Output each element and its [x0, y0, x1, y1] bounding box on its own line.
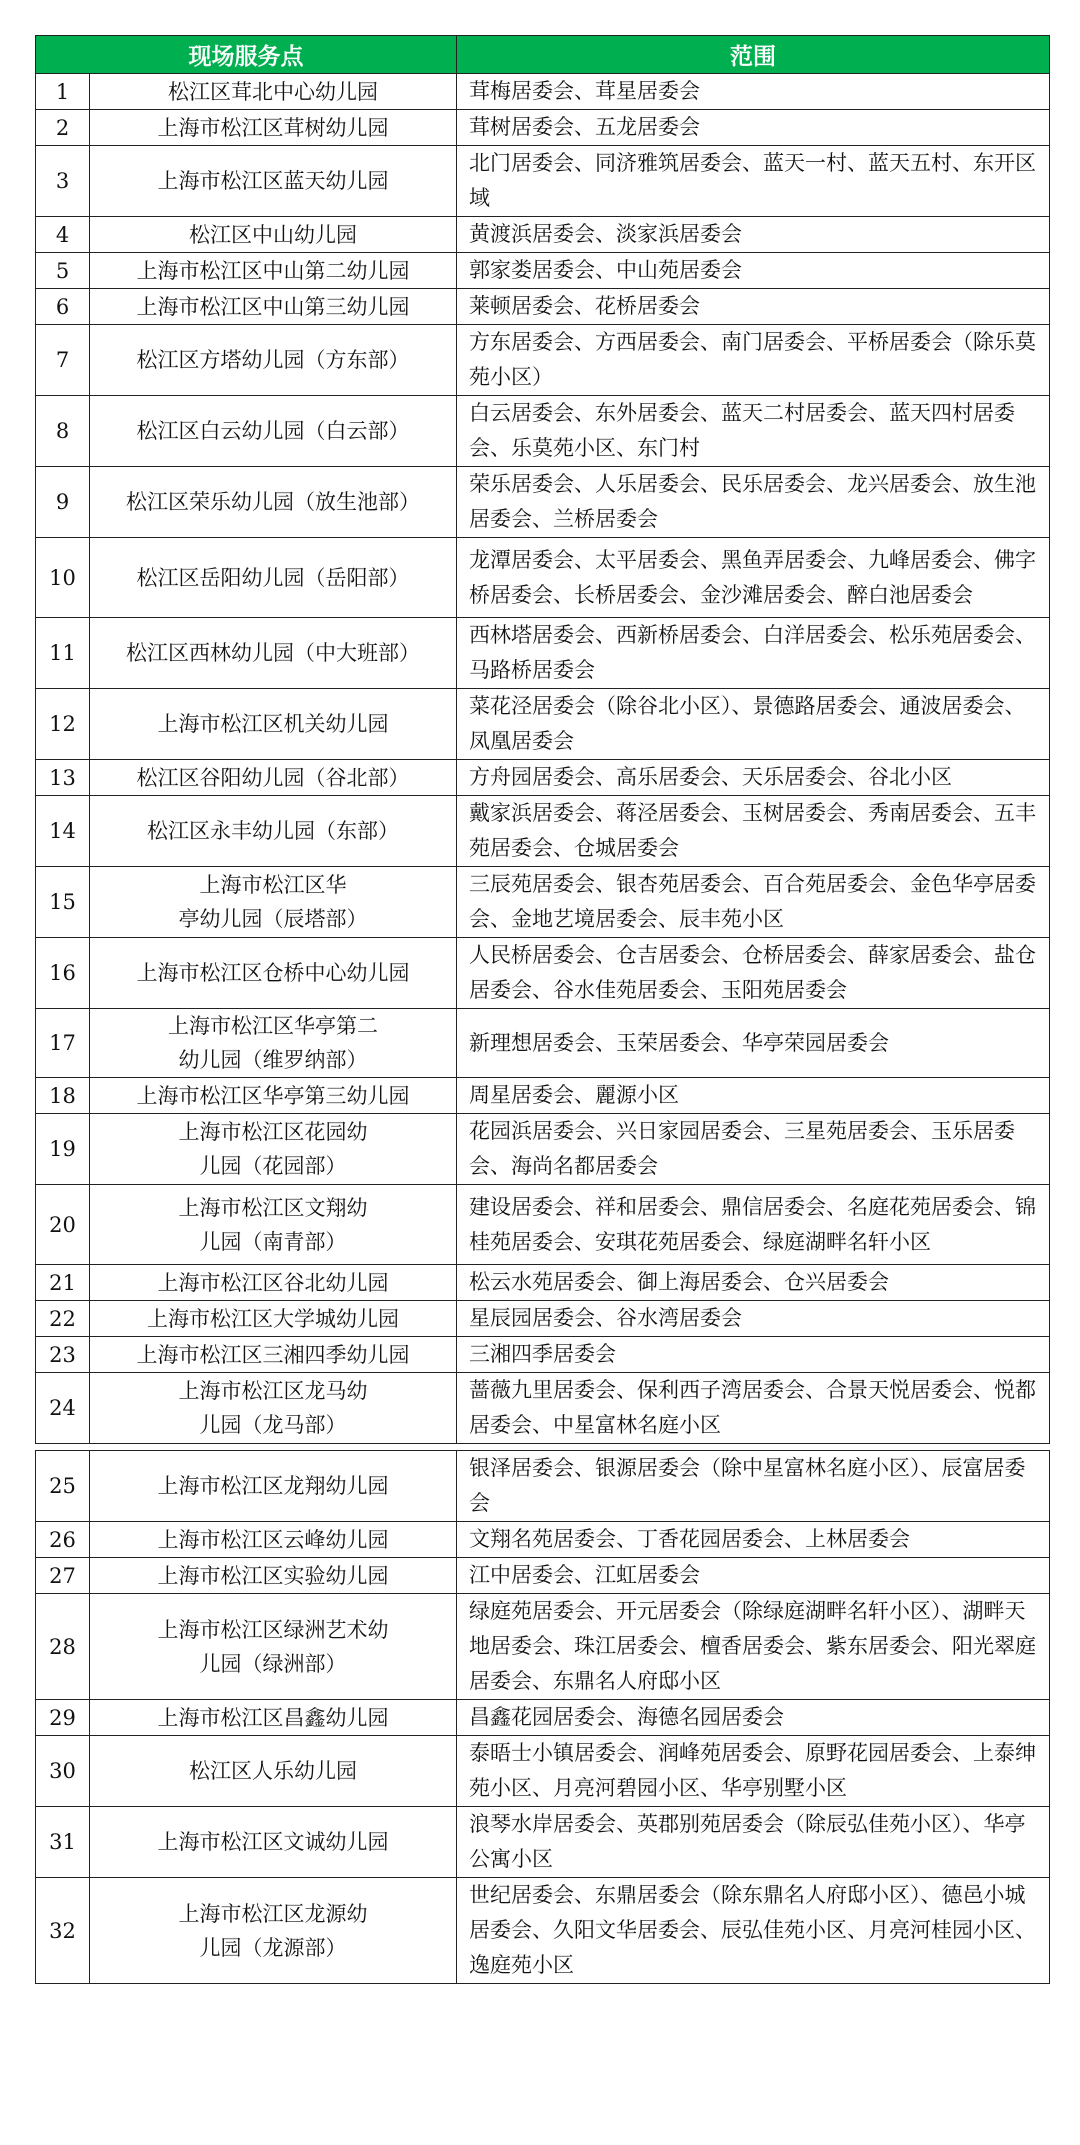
service-point-name: 上海市松江区机关幼儿园: [90, 689, 457, 760]
service-point-name: 松江区方塔幼儿园（方东部）: [90, 325, 457, 396]
table-row: [36, 1301, 1050, 1337]
row-number: 15: [36, 867, 90, 938]
row-number: 26: [36, 1522, 90, 1558]
row-number: 12: [36, 689, 90, 760]
service-scope: 黄渡浜居委会、淡家浜居委会: [457, 217, 1050, 253]
table-row: [36, 1337, 1050, 1373]
row-number: 13: [36, 760, 90, 796]
table-row: [36, 217, 1050, 253]
row-number: 9: [36, 467, 90, 538]
row-number: 23: [36, 1337, 90, 1373]
table-row: [36, 110, 1050, 146]
service-scope: 星辰园居委会、谷水湾居委会: [457, 1301, 1050, 1337]
service-point-name: 上海市松江区华亭第二 幼儿园（维罗纳部）: [90, 1009, 457, 1078]
service-point-name: 上海市松江区中山第二幼儿园: [90, 253, 457, 289]
service-scope: 荣乐居委会、人乐居委会、民乐居委会、龙兴居委会、放生池居委会、兰桥居委会: [457, 467, 1050, 538]
table-row: [36, 1078, 1050, 1114]
table-row: [36, 1265, 1050, 1301]
service-scope: 世纪居委会、东鼎居委会（除东鼎名人府邸小区）、德邑小城居委会、久阳文华居委会、辰弘佳苑小区、月亮河桂园小区、逸庭苑小区: [457, 1878, 1050, 1984]
row-number: 17: [36, 1009, 90, 1078]
row-number: 3: [36, 146, 90, 217]
row-number: 16: [36, 938, 90, 1009]
service-scope: 蔷薇九里居委会、保利西子湾居委会、合景天悦居委会、悦都居委会、中星富林名庭小区: [457, 1373, 1050, 1444]
service-point-name: 松江区白云幼儿园（白云部）: [90, 396, 457, 467]
table-header-row: [36, 36, 1050, 74]
service-point-name: 松江区西林幼儿园（中大班部）: [90, 618, 457, 689]
row-number: 4: [36, 217, 90, 253]
service-scope: 泰晤士小镇居委会、润峰苑居委会、原野花园居委会、上泰绅苑小区、月亮河碧园小区、华亭别墅小区: [457, 1736, 1050, 1807]
table-row: [36, 867, 1050, 938]
service-point-name: 上海市松江区昌鑫幼儿园: [90, 1700, 457, 1736]
table-row: [36, 618, 1050, 689]
table-row: [36, 1373, 1050, 1444]
service-scope: 人民桥居委会、仓吉居委会、仓桥居委会、薛家居委会、盐仓居委会、谷水佳苑居委会、玉阳苑居委会: [457, 938, 1050, 1009]
service-point-name: 上海市松江区云峰幼儿园: [90, 1522, 457, 1558]
service-scope: 昌鑫花园居委会、海德名园居委会: [457, 1700, 1050, 1736]
service-scope: 三湘四季居委会: [457, 1337, 1050, 1373]
table-row: [36, 1878, 1050, 1984]
service-scope: 新理想居委会、玉荣居委会、华亭荣园居委会: [457, 1009, 1050, 1078]
service-point-name: 上海市松江区中山第三幼儿园: [90, 289, 457, 325]
table-row: [36, 74, 1050, 110]
table-row: [36, 1700, 1050, 1736]
row-number: 24: [36, 1373, 90, 1444]
service-point-name: 上海市松江区谷北幼儿园: [90, 1265, 457, 1301]
service-scope: 白云居委会、东外居委会、蓝天二村居委会、蓝天四村居委会、乐莫苑小区、东门村: [457, 396, 1050, 467]
table-row: [36, 325, 1050, 396]
row-number: 30: [36, 1736, 90, 1807]
row-number: 1: [36, 74, 90, 110]
service-scope: 浪琴水岸居委会、英郡别苑居委会（除辰弘佳苑小区）、华亭公寓小区: [457, 1807, 1050, 1878]
service-scope: 绿庭苑居委会、开元居委会（除绿庭湖畔名轩小区）、湖畔天地居委会、珠江居委会、檀香居委会、紫东居委会、阳光翠庭居委会、东鼎名人府邸小区: [457, 1594, 1050, 1700]
row-number: 32: [36, 1878, 90, 1984]
service-scope: 方舟园居委会、高乐居委会、天乐居委会、谷北小区: [457, 760, 1050, 796]
table-page-gap: [36, 1444, 1050, 1451]
service-point-name: 上海市松江区实验幼儿园: [90, 1558, 457, 1594]
service-scope: 江中居委会、江虹居委会: [457, 1558, 1050, 1594]
service-points-table: [35, 35, 1050, 1984]
service-point-name: 上海市松江区华亭第三幼儿园: [90, 1078, 457, 1114]
row-number: 31: [36, 1807, 90, 1878]
service-point-name: 上海市松江区茸树幼儿园: [90, 110, 457, 146]
service-point-name: 松江区永丰幼儿园（东部）: [90, 796, 457, 867]
table-row: [36, 796, 1050, 867]
row-number: 18: [36, 1078, 90, 1114]
row-number: 8: [36, 396, 90, 467]
row-number: 14: [36, 796, 90, 867]
service-point-name: 上海市松江区龙翔幼儿园: [90, 1451, 457, 1522]
service-point-name: 上海市松江区华 亭幼儿园（辰塔部）: [90, 867, 457, 938]
table-row: [36, 1558, 1050, 1594]
service-scope: 银泽居委会、银源居委会（除中星富林名庭小区）、辰富居委会: [457, 1451, 1050, 1522]
row-number: 28: [36, 1594, 90, 1700]
service-point-name: 上海市松江区文翔幼 儿园（南青部）: [90, 1185, 457, 1265]
row-number: 2: [36, 110, 90, 146]
service-scope: 戴家浜居委会、蒋泾居委会、玉树居委会、秀南居委会、五丰苑居委会、仓城居委会: [457, 796, 1050, 867]
row-number: 10: [36, 538, 90, 618]
table-row: [36, 1185, 1050, 1265]
service-point-name: 上海市松江区花园幼 儿园（花园部）: [90, 1114, 457, 1185]
table-row: [36, 1594, 1050, 1700]
table-row: [36, 146, 1050, 217]
service-point-name: 松江区中山幼儿园: [90, 217, 457, 253]
service-scope: 莱顿居委会、花桥居委会: [457, 289, 1050, 325]
table-row: [36, 1807, 1050, 1878]
service-scope: 周星居委会、麗源小区: [457, 1078, 1050, 1114]
service-scope: 花园浜居委会、兴日家园居委会、三星苑居委会、玉乐居委会、海尚名都居委会: [457, 1114, 1050, 1185]
table-row: [36, 1451, 1050, 1522]
row-number: 5: [36, 253, 90, 289]
service-point-name: 上海市松江区龙源幼 儿园（龙源部）: [90, 1878, 457, 1984]
header-site: 现场服务点: [36, 36, 457, 74]
table-row: [36, 689, 1050, 760]
service-point-name: 上海市松江区仓桥中心幼儿园: [90, 938, 457, 1009]
service-point-name: 松江区谷阳幼儿园（谷北部）: [90, 760, 457, 796]
row-number: 21: [36, 1265, 90, 1301]
table-row: [36, 1736, 1050, 1807]
service-scope: 松云水苑居委会、御上海居委会、仓兴居委会: [457, 1265, 1050, 1301]
row-number: 25: [36, 1451, 90, 1522]
service-point-name: 上海市松江区龙马幼 儿园（龙马部）: [90, 1373, 457, 1444]
row-number: 6: [36, 289, 90, 325]
row-number: 11: [36, 618, 90, 689]
service-point-name: 上海市松江区大学城幼儿园: [90, 1301, 457, 1337]
service-scope: 文翔名苑居委会、丁香花园居委会、上林居委会: [457, 1522, 1050, 1558]
table-row: [36, 289, 1050, 325]
service-point-name: 上海市松江区三湘四季幼儿园: [90, 1337, 457, 1373]
service-point-name: 松江区人乐幼儿园: [90, 1736, 457, 1807]
table-row: [36, 396, 1050, 467]
service-point-name: 上海市松江区蓝天幼儿园: [90, 146, 457, 217]
table-row: [36, 538, 1050, 618]
service-point-name: 松江区茸北中心幼儿园: [90, 74, 457, 110]
service-scope: 方东居委会、方西居委会、南门居委会、平桥居委会（除乐莫苑小区）: [457, 325, 1050, 396]
service-point-name: 松江区荣乐幼儿园（放生池部）: [90, 467, 457, 538]
service-scope: 茸树居委会、五龙居委会: [457, 110, 1050, 146]
row-number: 19: [36, 1114, 90, 1185]
service-scope: 西林塔居委会、西新桥居委会、白洋居委会、松乐苑居委会、马路桥居委会: [457, 618, 1050, 689]
row-number: 7: [36, 325, 90, 396]
service-point-name: 松江区岳阳幼儿园（岳阳部）: [90, 538, 457, 618]
service-scope: 菜花泾居委会（除谷北小区）、景德路居委会、通波居委会、凤凰居委会: [457, 689, 1050, 760]
service-scope: 北门居委会、同济雅筑居委会、蓝天一村、蓝天五村、东开区域: [457, 146, 1050, 217]
service-scope: 龙潭居委会、太平居委会、黑鱼弄居委会、九峰居委会、佛字桥居委会、长桥居委会、金沙滩居委会、醉白池居委会: [457, 538, 1050, 618]
service-point-name: 上海市松江区文诚幼儿园: [90, 1807, 457, 1878]
service-point-name: 上海市松江区绿洲艺术幼 儿园（绿洲部）: [90, 1594, 457, 1700]
header-scope: 范围: [457, 36, 1050, 74]
table-row: [36, 1114, 1050, 1185]
row-number: 29: [36, 1700, 90, 1736]
table-row: [36, 467, 1050, 538]
table-row: [36, 760, 1050, 796]
row-number: 22: [36, 1301, 90, 1337]
service-scope: 建设居委会、祥和居委会、鼎信居委会、名庭花苑居委会、锦桂苑居委会、安琪花苑居委会、绿庭湖畔名轩小区: [457, 1185, 1050, 1265]
row-number: 20: [36, 1185, 90, 1265]
table-row: [36, 1522, 1050, 1558]
table-row: [36, 253, 1050, 289]
table-row: [36, 1009, 1050, 1078]
row-number: 27: [36, 1558, 90, 1594]
table-row: [36, 938, 1050, 1009]
service-scope: 郭家娄居委会、中山苑居委会: [457, 253, 1050, 289]
service-scope: 三辰苑居委会、银杏苑居委会、百合苑居委会、金色华亭居委会、金地艺境居委会、辰丰苑小区: [457, 867, 1050, 938]
service-scope: 茸梅居委会、茸星居委会: [457, 74, 1050, 110]
